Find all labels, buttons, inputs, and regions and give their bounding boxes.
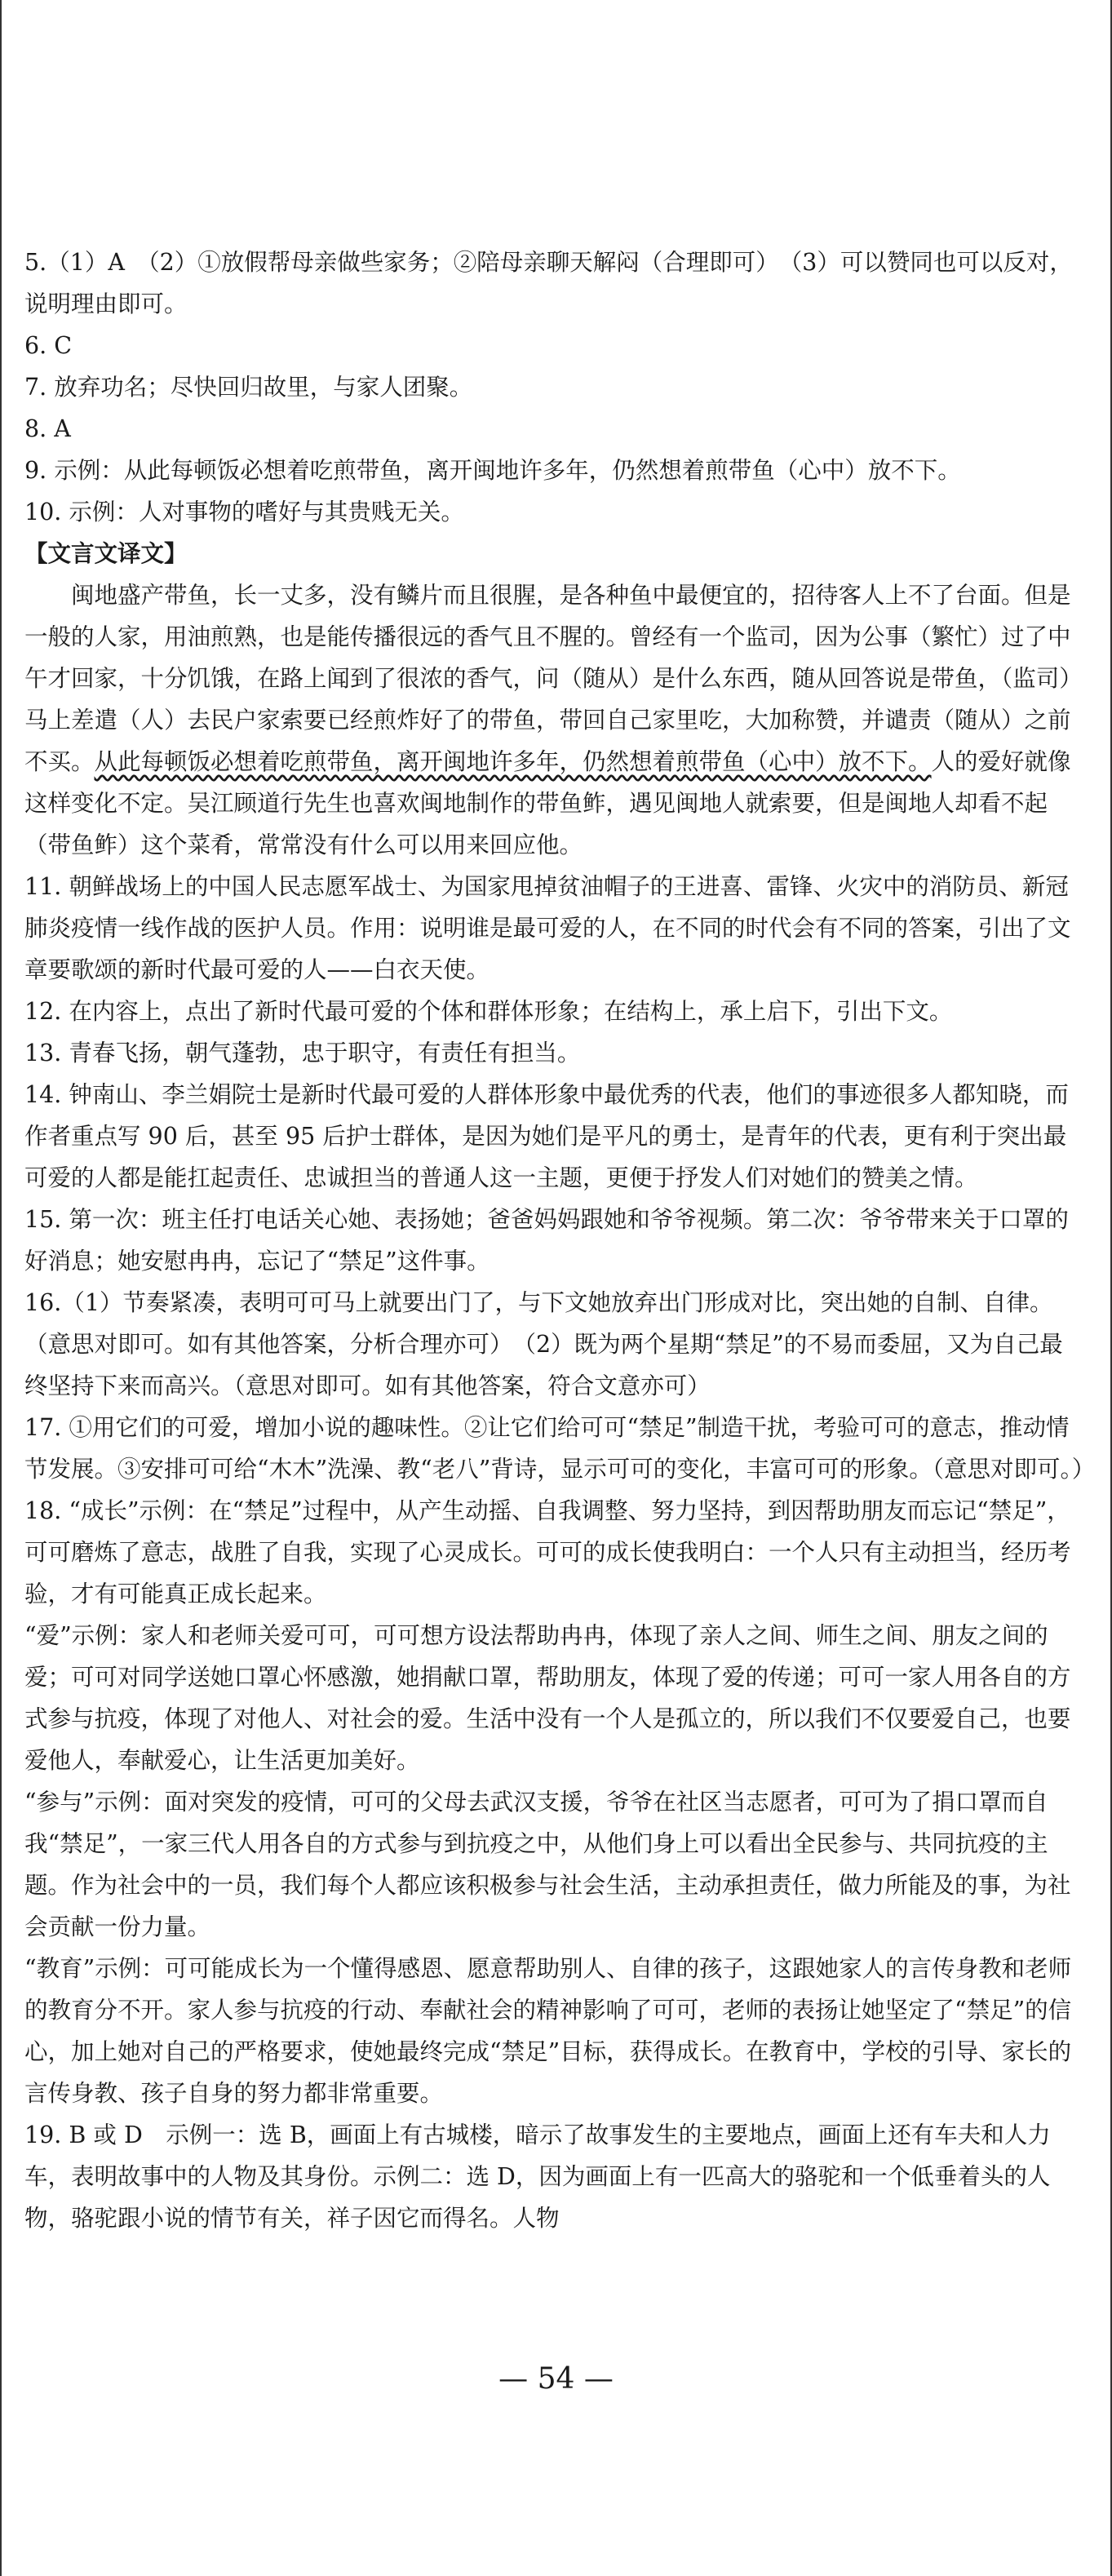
answer-18-education: “教育”示例：可可能成长为一个懂得感恩、愿意帮助别人、自律的孩子，这跟她家人的言传身教和老师的教育分不开。家人参与抗疫的行动、奉献社会的精神影响了可可，老师的表扬让她坚定了“禁足”的信心，加上她对自己的严格要求，使她最终完成“禁足”目标，获得成长。在教育中，学校的引导、家长的言传身教、孩子自身的努力都非常重要。 xyxy=(24,1955,1072,2107)
translation-text-2: 人的爱好就像这样变化不定。吴江顾道行先生也喜欢闽地制作的带鱼鲊，遇见闽地人就索要，但是闽地人却看不起（带鱼鲊）这个菜肴，常常没有什么可以用来回应他。 xyxy=(24,748,1071,858)
answer-12: 12. 在内容上，点出了新时代最可爱的个体和群体形象；在结构上，承上启下，引出下文。 xyxy=(24,998,953,1025)
answer-9: 9. 示例：从此每顿饭必想着吃煎带鱼，离开闽地许多年，仍然想着煎带鱼（心中）放不下。 xyxy=(24,457,961,484)
answer-18-participation: “参与”示例：面对突发的疫情，可可的父母去武汉支援，爷爷在社区当志愿者，可可为了捐口罩而自我“禁足”，一家三代人用各自的方式参与到抗疫之中，从他们身上可以看出全民参与、共同抗疫的主题。作为社会中的一员，我们每个人都应该积极参与社会生活，主动承担责任，做力所能及的事，为社会贡献一份力量。 xyxy=(24,1789,1071,1940)
answer-10: 10. 示例：人对事物的嗜好与其贵贱无关。 xyxy=(24,499,464,525)
answer-18-growth: 18. “成长”示例：在“禁足”过程中，从产生动摇、自我调整、努力坚持，到因帮助朋友而忘记“禁足”，可可磨炼了意志，战胜了自我，实现了心灵成长。可可的成长使我明白：一个人只有主动担当，经历考验，才有可能真正成长起来。 xyxy=(24,1497,1071,1607)
answer-19: 19. B 或 D 示例一：选 B，画面上有古城楼，暗示了故事发生的主要地点，画面上还有车夫和人力车，表明故事中的人物及其身份。示例二：选 D，因为画面上有一匹高大的骆驼和一个低垂着头的人物，骆驼跟小说的情节有关，祥子因它而得名。人物 xyxy=(24,2122,1051,2232)
answer-7: 7. 放弃功名；尽快回归故里，与家人团聚。 xyxy=(24,374,473,401)
answer-16: 16.（1）节奏紧凑，表明可可马上就要出门了，与下文她放弃出门形成对比，突出她的自制、自律。（意思对即可。如有其他答案，分析合理亦可） （2）既为两个星期“禁足”的不易而委屈，又为自己最终坚持下来而高兴。（意思对即可。如有其他答案，符合文意亦可） xyxy=(24,1289,1063,1399)
answer-content xyxy=(24,242,1096,2239)
answer-18-love: “爱”示例：家人和老师关爱可可，可可想方设法帮助冉冉，体现了亲人之间、师生之间、朋友之间的爱；可可对同学送她口罩心怀感激，她捐献口罩，帮助朋友，体现了爱的传递；可可一家人用各自的方式参与抗疫，体现了对他人、对社会的爱。生活中没有一个人是孤立的，所以我们不仅要爱自己，也要爱他人，奉献爱心，让生活更加美好。 xyxy=(24,1622,1071,1774)
answer-5: 5.（1）A （2）①放假帮母亲做些家务；②陪母亲聊天解闷（合理即可） （3）可以赞同也可以反对，说明理由即可。 xyxy=(24,249,1073,317)
answer-15: 15. 第一次：班主任打电话关心她、表扬她；爸爸妈妈跟她和爷爷视频。第二次：爷爷带来关于口罩的好消息；她安慰冉冉，忘记了“禁足”这件事。 xyxy=(24,1206,1069,1275)
answer-11: 11. 朝鲜战场上的中国人民志愿军战士、为国家甩掉贫油帽子的王进喜、雷锋、火灾中的消防员、新冠肺炎疫情一线作战的医护人员。作用：说明谁是最可爱的人，在不同的时代会有不同的答案，引出了文章要歌颂的新时代最可爱的人——白衣天使。 xyxy=(24,873,1071,983)
answer-8: 8. A xyxy=(24,415,71,442)
answer-14: 14. 钟南山、李兰娟院士是新时代最可爱的人群体形象中最优秀的代表，他们的事迹很多人都知晓，而作者重点写 90 后，甚至 95 后护士群体，是因为她们是平凡的勇士，是青年的代表，更有利于突出最可爱的人都是能扛起责任、忠诚担当的普通人这一主题，更便于抒发人们对她们的赞美之情。 xyxy=(24,1081,1069,1191)
answer-6: 6. C xyxy=(24,332,73,359)
answer-17: 17. ①用它们的可爱，增加小说的趣味性。②让它们给可可“禁足”制造干扰，考验可可的意志，推动情节发展。③安排可可给“木木”洗澡、教“老八”背诗，显示可可的变化，丰富可可的形象。（意思对即可。） xyxy=(24,1414,1096,1483)
page-number: — 54 — xyxy=(498,2362,614,2396)
classical-translation xyxy=(24,574,1085,866)
translation-wavy-underlined: 从此每顿饭必想着吃煎带鱼，离开闽地许多年，仍然想着煎带鱼（心中）放不下。 xyxy=(94,748,932,775)
answer-13: 13. 青春飞扬，朝气蓬勃，忠于职守，有责任有担当。 xyxy=(24,1040,581,1066)
translation-text-1: 闽地盛产带鱼，长一丈多，没有鳞片而且很腥，是各种鱼中最便宜的，招待客人上不了台面。但是一般的人家，用油煎熟，也是能传播很远的香气且不腥的。曾经有一个监司，因为公事（繁忙）过了中午才回家，十分饥饿，在路上闻到了很浓的香气，问（随从）是什么东西，随从回答说是带鱼，（监司）马上差遣（人）去民户家索要已经煎炸好了的带鱼，带回自己家里吃，大加称赞，并谴责（随从）之前不买。 xyxy=(24,582,1083,775)
section-title-translation: 【文言文译文】 xyxy=(24,540,188,567)
